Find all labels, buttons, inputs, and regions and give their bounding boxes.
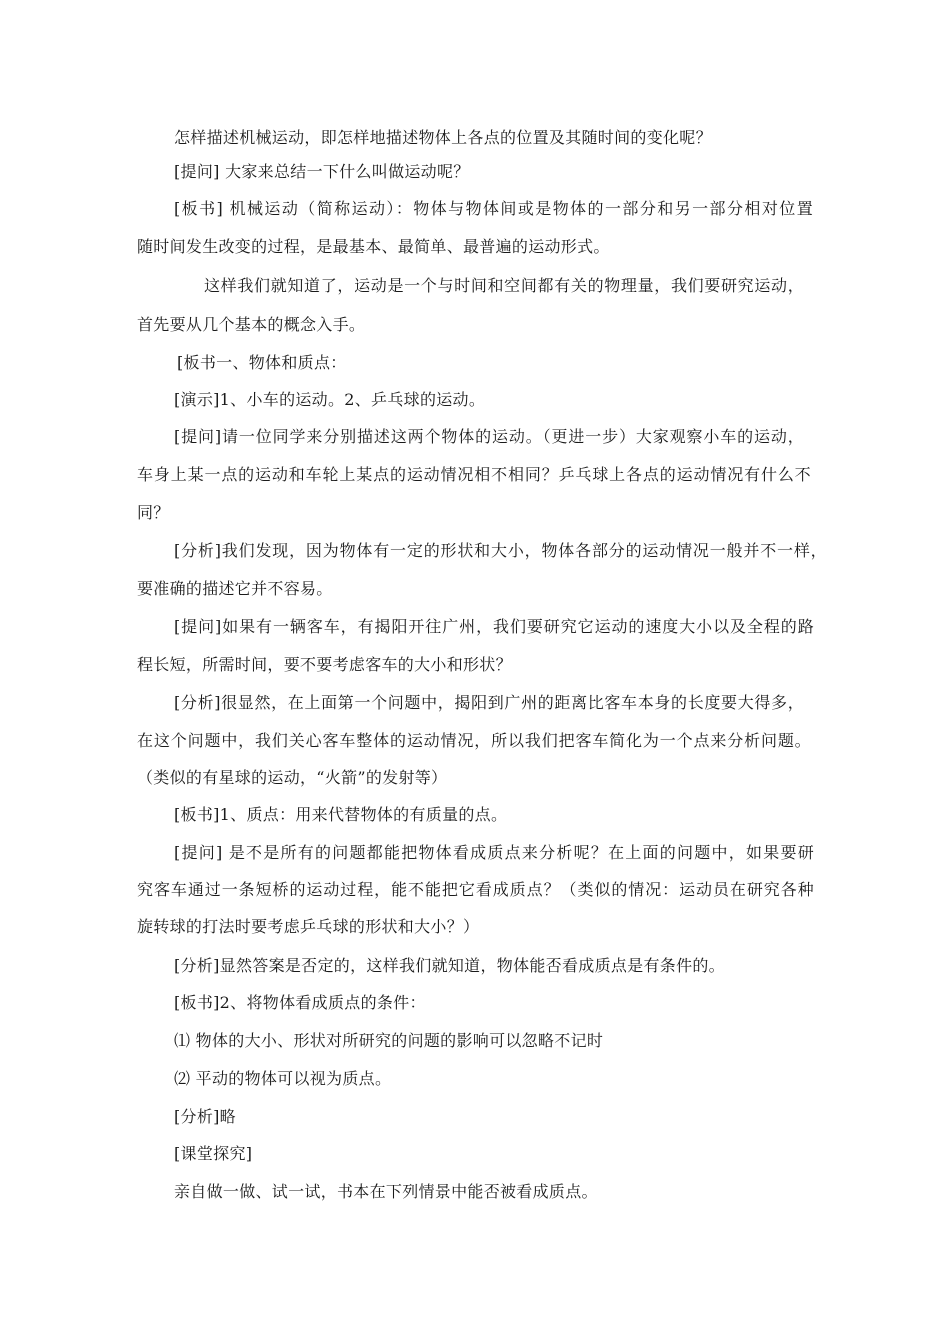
text-line: 旋转球的打法时要考虑乒乓球的形状和大小？） <box>137 917 480 936</box>
text-line: 究客车通过一条短桥的运动过程，能不能把它看成质点？（类似的情况：运动员在研究各种 <box>137 880 814 899</box>
text-line: 车身上某一点的运动和车轮上某点的运动情况相不相同？乒乓球上各点的运动情况有什么不 <box>137 465 811 484</box>
text-line: [提问]如果有一辆客车，有揭阳开往广州，我们要研究它运动的速度大小以及全程的路 <box>174 617 814 636</box>
text-line: [板书]2、将物体看成质点的条件： <box>174 993 426 1012</box>
text-line: 亲自做一做、试一试，书本在下列情景中能否被看成质点。 <box>174 1182 598 1201</box>
text-line: 首先要从几个基本的概念入手。 <box>137 315 366 334</box>
text-line: 要准确的描述它并不容易。 <box>137 579 333 598</box>
text-line: [分析]略 <box>174 1107 236 1126</box>
text-line: [提问] 大家来总结一下什么叫做运动呢？ <box>174 162 470 181</box>
text-line: ⑵ 平动的物体可以视为质点。 <box>174 1069 392 1088</box>
text-line: 随时间发生改变的过程，是最基本、最简单、最普遍的运动形式。 <box>137 237 610 256</box>
text-line: 这样我们就知道了，运动是一个与时间和空间都有关的物理量，我们要研究运动， <box>204 276 804 295</box>
text-line: [分析]很显然，在上面第一个问题中，揭阳到广州的距离比客车本身的长度要大得多， <box>174 693 804 712</box>
text-line: [板书]1、质点：用来代替物体的有质量的点。 <box>174 805 508 824</box>
text-line: [板书] 机械运动（简称运动）：物体与物体间或是物体的一部分和另一部分相对位置 <box>174 199 813 218</box>
text-line: 在这个问题中，我们关心客车整体的运动情况，所以我们把客车简化为一个点来分析问题。 <box>137 731 811 750</box>
text-line: [课堂探究] <box>174 1144 253 1163</box>
text-line: （类似的有星球的运动，“火箭”的发射等） <box>137 768 448 787</box>
text-line: ⑴ 物体的大小、形状对所研究的问题的影响可以忽略不记时 <box>174 1031 604 1050</box>
text-line: [分析]我们发现，因为物体有一定的形状和大小，物体各部分的运动情况一般并不一样， <box>174 541 827 560</box>
text-line: 怎样描述机械运动，即怎样地描述物体上各点的位置及其随时间的变化呢？ <box>174 128 712 147</box>
text-line: [分析]显然答案是否定的，这样我们就知道，物体能否看成质点是有条件的。 <box>174 956 725 975</box>
text-line: 同？ <box>137 503 170 522</box>
text-line: [提问]请一位同学来分别描述这两个物体的运动。（更进一步）大家观察小车的运动， <box>174 427 804 446</box>
text-line: [演示]1、小车的运动。2、乒乓球的运动。 <box>174 390 486 409</box>
text-line: 程长短，所需时间，要不要考虑客车的大小和形状？ <box>137 655 512 674</box>
text-line: [提问] 是不是所有的问题都能把物体看成质点来分析呢？在上面的问题中，如果要研 <box>174 843 814 862</box>
text-line: [板书一、物体和质点： <box>177 353 347 372</box>
